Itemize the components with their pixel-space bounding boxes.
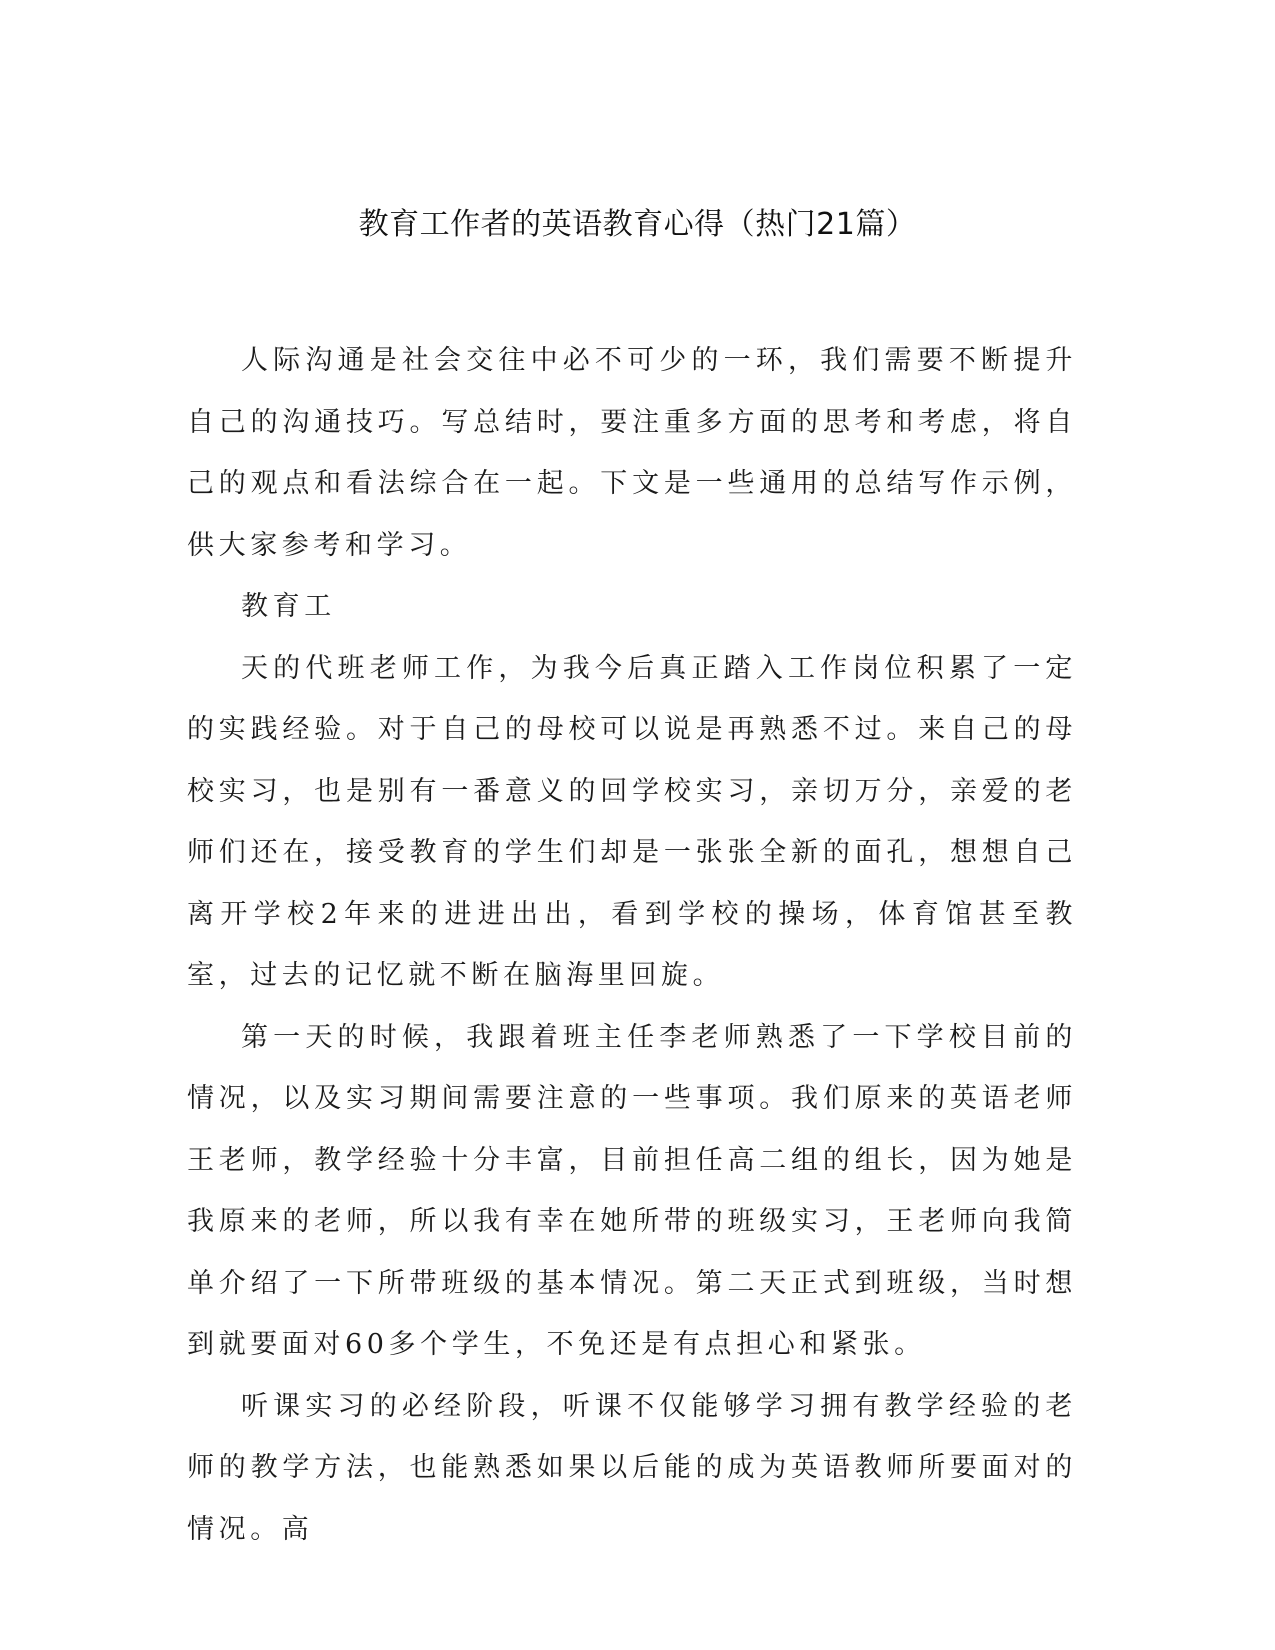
paragraph-first-day: 第一天的时候，我跟着班主任李老师熟悉了一下学校目前的情况，以及实习期间需要注意的一些事项。我们原来的英语老师王老师，教学经验十分丰富，目前担任高二组的组长，因为她是我原来的老师，所以我有幸在她所带的班级实习，王老师向我简单介绍了一下所带班级的基本情况。第二天正式到班级，当时想到就要面对60多个学生，不免还是有点担心和紧张。 bbox=[187, 1021, 1077, 1360]
document-body bbox=[187, 330, 1077, 1560]
paragraph-heading-fragment: 教育工 bbox=[241, 591, 336, 622]
paragraph-internship-experience: 天的代班老师工作，为我今后真正踏入工作岗位积累了一定的实践经验。对于自己的母校可以说是再熟悉不过。来自己的母校实习，也是别有一番意义的回学校实习，亲切万分，亲爱的老师们还在，接受教育的学生们却是一张张全新的面孔，想想自己离开学校2年来的进进出出，看到学校的操场，体育馆甚至教室，过去的记忆就不断在脑海里回旋。 bbox=[187, 652, 1077, 991]
paragraph-lesson-observation: 听课实习的必经阶段，听课不仅能够学习拥有教学经验的老师的教学方法，也能熟悉如果以后能的成为英语教师所要面对的情况。高 bbox=[187, 1390, 1077, 1545]
paragraph-intro: 人际沟通是社会交往中必不可少的一环，我们需要不断提升自己的沟通技巧。写总结时，要注重多方面的思考和考虑，将自己的观点和看法综合在一起。下文是一些通用的总结写作示例，供大家参考和学习。 bbox=[187, 345, 1077, 561]
document-title: 教育工作者的英语教育心得（热门21篇） bbox=[358, 207, 917, 242]
